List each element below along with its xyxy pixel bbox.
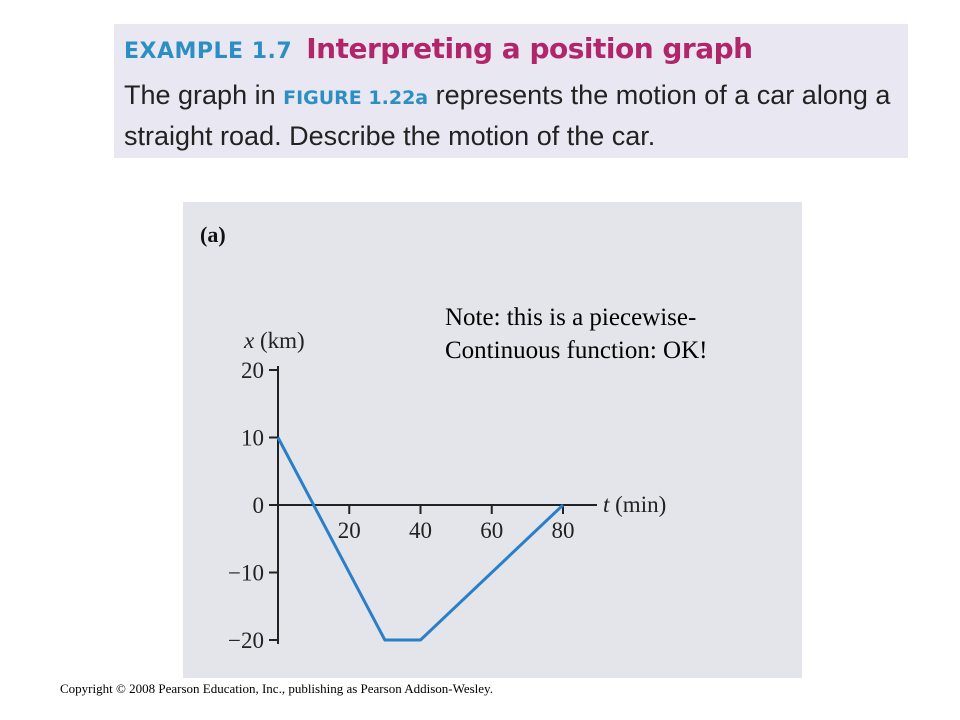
example-text-after: represents the motion of a car along a straight road. Describe the motion of the car. xyxy=(124,80,891,151)
y-tick-label: −10 xyxy=(228,560,264,586)
x-tick-label: 20 xyxy=(337,518,361,543)
y-tick-label: 10 xyxy=(241,425,264,451)
x-axis-label: t (min) xyxy=(603,492,667,517)
x-tick-label: 60 xyxy=(480,518,504,543)
y-axis-label: x (km) xyxy=(244,328,305,353)
example-text-before: The graph in xyxy=(124,80,284,110)
figure-reference: FIGURE 1.22a xyxy=(283,87,429,109)
note-line-2: Continuous function: OK! xyxy=(445,337,708,364)
copyright: Copyright © 2008 Pearson Education, Inc., publishing as Pearson Addison-Wesley. xyxy=(60,681,493,696)
panel-label: (a) xyxy=(200,222,226,247)
y-tick-label: −20 xyxy=(228,628,264,653)
example-title: Interpreting a position graph xyxy=(306,32,753,65)
x-tick-label: 80 xyxy=(551,518,575,543)
example-label: EXAMPLE 1.7 xyxy=(124,39,293,64)
y-tick-label: 0 xyxy=(252,493,264,518)
note xyxy=(445,301,805,367)
x-tick-label: 40 xyxy=(409,518,432,543)
note-line-1: Note: this is a piecewise- xyxy=(445,304,697,331)
y-tick-label: 20 xyxy=(241,358,264,383)
